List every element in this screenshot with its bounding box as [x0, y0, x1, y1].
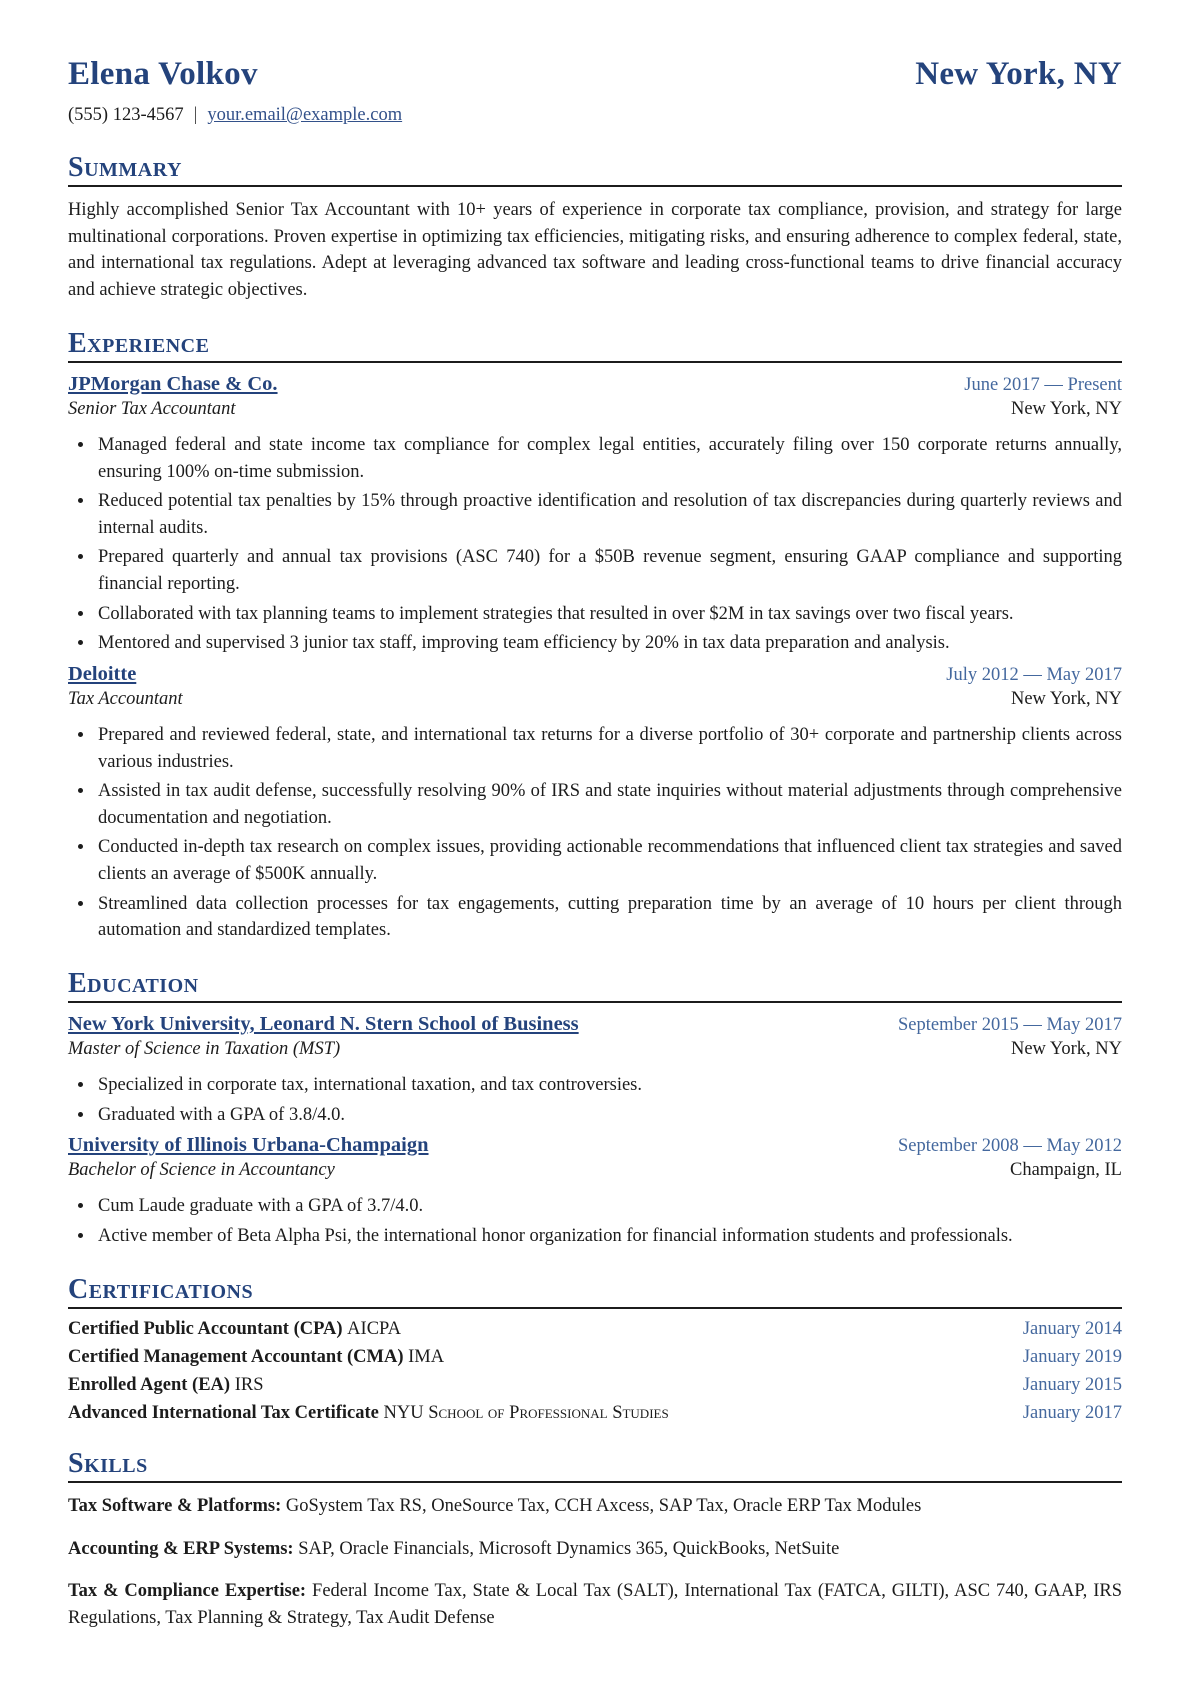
certification-name: Certified Public Accountant (CPA) — [68, 1318, 343, 1339]
certification-date: January 2015 — [1022, 1374, 1122, 1395]
header-location: New York, NY — [915, 56, 1122, 92]
bullet-item: • Mentored and supervised 3 junior tax staff, improving team efficiency by 20% in tax data preparation and analysis. — [95, 630, 1122, 657]
job-bullet-list — [68, 722, 1122, 944]
bullet-item: • Graduated with a GPA of 3.8/4.0. — [95, 1102, 1122, 1129]
section-title-certifications: Certifications — [68, 1274, 1122, 1309]
job-subheader — [68, 399, 1122, 420]
skill-values: SAP, Oracle Financials, Microsoft Dynamics 365, QuickBooks, NetSuite — [298, 1538, 840, 1559]
skill-row — [68, 1578, 1122, 1631]
certification-row — [68, 1403, 1122, 1424]
contact-line — [68, 105, 1122, 126]
school-link[interactable]: New York University, Leonard N. Stern School of Business — [68, 1013, 579, 1036]
summary-text: Highly accomplished Senior Tax Accountant with 10+ years of experience in corporate tax compliance, provision, and strategy for large multinational corporations. Proven expertise in optimizing tax efficiencies, mitigating risks, and ensuring adherence to complex federal, state, and international tax regulations. Adept at leveraging advanced tax software and leading cross-functional teams to drive financial accuracy and achieve strategic objectives. — [68, 200, 1122, 301]
bullet-item: • Assisted in tax audit defense, successfully resolving 90% of IRS and state inquiries without material adjustments through comprehensive documentation and negotiation. — [95, 778, 1122, 831]
certification-text — [68, 1375, 263, 1396]
skill-values: GoSystem Tax RS, OneSource Tax, CCH Axcess, SAP Tax, Oracle ERP Tax Modules — [285, 1495, 922, 1516]
company-link[interactable]: JPMorgan Chase & Co. — [68, 372, 278, 395]
bullet-item: • Prepared quarterly and annual tax provisions (ASC 740) for a $50B revenue segment, ensuring GAAP compliance and supporting financial reporting. — [95, 544, 1122, 597]
job-dates: June 2017 — Present — [964, 374, 1122, 395]
job-location: New York, NY — [1010, 398, 1122, 419]
school-entry — [68, 1134, 1122, 1249]
certification-row — [68, 1347, 1122, 1368]
certification-name: Certified Management Accountant (CMA) — [68, 1346, 404, 1367]
skill-row — [68, 1536, 1122, 1563]
bullet-item: • Prepared and reviewed federal, state, and international tax returns for a diverse portfolio of 30+ corporate and partnership clients across various industries. — [95, 722, 1122, 775]
section-title-education: Education — [68, 968, 1122, 1003]
school-bullet-list — [68, 1193, 1122, 1249]
school-subheader — [68, 1160, 1122, 1181]
skill-category-label: Accounting & ERP Systems: — [68, 1538, 294, 1559]
section-title-skills: Skills — [68, 1448, 1122, 1483]
school-dates: September 2015 — May 2017 — [897, 1015, 1122, 1036]
certification-text — [68, 1403, 669, 1424]
certification-issuer: AICPA — [347, 1318, 401, 1339]
school-entry — [68, 1013, 1122, 1128]
degree-title: Bachelor of Science in Accountancy — [68, 1160, 335, 1181]
degree-title: Master of Science in Taxation (MST) — [68, 1039, 341, 1060]
certification-date: January 2017 — [1022, 1402, 1122, 1423]
school-subheader — [68, 1039, 1122, 1060]
school-link[interactable]: University of Illinois Urbana-Champaign — [68, 1134, 429, 1157]
bullet-item: • Managed federal and state income tax compliance for complex legal entities, accurately filing over 150 corporate returns annually, ensuring 100% on-time submission. — [95, 432, 1122, 485]
certification-issuer: NYU School of Professional Studies — [383, 1402, 669, 1423]
email-link[interactable]: your.email@example.com — [207, 105, 403, 125]
phone-number: (555) 123-4567 — [68, 105, 184, 125]
contact-separator: | — [193, 105, 198, 125]
certification-row — [68, 1319, 1122, 1340]
job-header — [68, 373, 1122, 396]
job-location: New York, NY — [1010, 688, 1122, 709]
certification-text — [68, 1347, 444, 1368]
company-link[interactable]: Deloitte — [68, 662, 137, 685]
school-header — [68, 1013, 1122, 1036]
skill-category-label: Tax & Compliance Expertise: — [68, 1581, 307, 1602]
bullet-item: • Reduced potential tax penalties by 15% through proactive identification and resolution of tax discrepancies during quarterly reviews and internal audits. — [95, 488, 1122, 541]
skill-category-label: Tax Software & Platforms: — [68, 1495, 282, 1516]
skill-values: Federal Income Tax, State & Local Tax (SALT), International Tax (FATCA, GILTI), ASC 740, GAAP, IRS Regulations, Tax Planning & Strategy, Tax Audit Defense — [68, 1581, 1122, 1628]
job-header — [68, 663, 1122, 686]
certification-issuer: IMA — [408, 1346, 445, 1367]
certification-name: Enrolled Agent (EA) — [68, 1374, 231, 1395]
job-bullet-list — [68, 432, 1122, 657]
bullet-item: • Specialized in corporate tax, international taxation, and tax controversies. — [95, 1072, 1122, 1099]
bullet-item: • Streamlined data collection processes for tax engagements, cutting preparation time by an average of 10 hours per client through automation and standardized templates. — [95, 891, 1122, 944]
job-title: Senior Tax Accountant — [68, 398, 236, 419]
school-bullet-list — [68, 1072, 1122, 1128]
bullet-item: • Conducted in-depth tax research on complex issues, providing actionable recommendations that influenced client tax strategies and saved clients an average of $500K annually. — [95, 834, 1122, 887]
certification-row — [68, 1375, 1122, 1396]
bullet-item: • Active member of Beta Alpha Psi, the international honor organization for financial information students and professionals. — [95, 1223, 1122, 1250]
certification-date: January 2014 — [1022, 1318, 1122, 1339]
section-title-experience: Experience — [68, 328, 1122, 363]
skill-row — [68, 1493, 1122, 1520]
school-dates: September 2008 — May 2012 — [897, 1136, 1122, 1157]
bullet-item: • Collaborated with tax planning teams to implement strategies that resulted in over $2M in tax savings over two fiscal years. — [95, 601, 1122, 628]
certification-issuer: IRS — [234, 1374, 264, 1395]
school-location: Champaign, IL — [1009, 1160, 1122, 1181]
school-location: New York, NY — [1010, 1039, 1122, 1060]
resume-header — [68, 56, 1122, 93]
job-subheader — [68, 689, 1122, 710]
job-entry — [68, 663, 1122, 944]
job-title: Tax Accountant — [68, 688, 183, 709]
certification-date: January 2019 — [1022, 1346, 1122, 1367]
certification-text — [68, 1319, 401, 1340]
bullet-item: • Cum Laude graduate with a GPA of 3.7/4.0. — [95, 1193, 1122, 1220]
section-title-summary: Summary — [68, 152, 1122, 187]
job-entry — [68, 373, 1122, 657]
job-dates: July 2012 — May 2017 — [946, 664, 1122, 685]
school-header — [68, 1134, 1122, 1157]
certification-name: Advanced International Tax Certificate — [68, 1402, 379, 1423]
person-name: Elena Volkov — [68, 56, 258, 92]
